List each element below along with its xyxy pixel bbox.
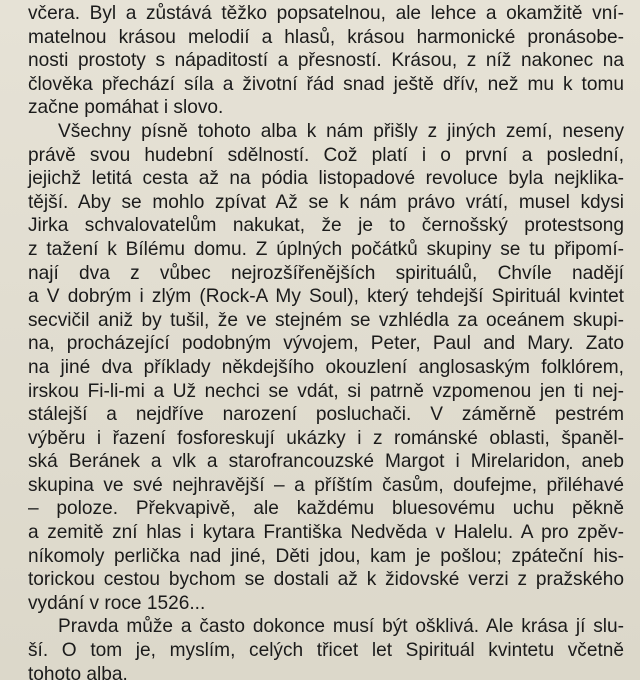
text-line: Jirka schvalovatelům nakukat, že je to černošský protestsong [28,215,624,237]
text-line: ská Beránek a vlk a starofrancouzské Margot i Mirelaridon, aneb [28,451,624,473]
text-line: – poloze. Překvapivě, ale každému bluesovému uchu pěkně [28,498,624,520]
text-line: začne pomáhat i slovo. [28,97,224,119]
text-line: jejichž letitá cesta až na pódia listopadové revoluce byla nejklika- [28,168,624,190]
text-line: torickou cestou bychom se dostali až k židovské verzi z pražského [28,569,624,591]
text-line: níkomoly perlička nad jiné, Děti jdou, kam je pošlou; zpáteční his- [28,545,624,567]
text-line: člověka přechází síla a životní řád snad ještě dřív, než mu k tomu [28,73,624,95]
text-line: na, procházející podobným vývojem, Peter, Paul and Mary. Zato [28,333,624,355]
text-line: a V dobrým i zlým (Rock-A My Soul), který tehdejší Spirituál kvintet [28,286,624,308]
text-line: z tažení k Bílému domu. Z úplných počátků skupiny se tu připomí- [28,238,624,260]
text-line: na jiné dva příklady někdejšího okouzlení anglosaským folklórem, [28,356,624,378]
text-line: včera. Byl a zůstává těžko popsatelnou, ale lehce a okamžitě vní- [28,3,624,24]
text-line: nosti prostoty s nápaditostí a přesností. Krásou, z níž nakonec na [28,50,624,72]
text-line: irskou Fi-li-mi a Už nechci se vdát, si patrně vzpomenou jen ti nej- [28,380,624,402]
text-line: a zemitě zní hlas i kytara Františka Nedvěda v Halelu. A pro zpěv- [28,522,624,544]
text-line: výběru i řazení fosforeskují ukázky i z románské oblasti, španěl- [28,427,624,449]
text-line: Všechny písně tohoto alba k nám přišly z jiných zemí, neseny [58,120,624,142]
text-line: nají dva z vůbec nejrozšířenějších spirituálů, Chvíle nadějí [28,262,624,284]
text-line: matelnou krásou melodií a hlasů, krásou harmonické pronásobe- [28,26,624,48]
body-text [28,2,624,680]
text-line: stálejší a nejdříve narození posluchači. V záměrně pestrém [28,404,624,426]
text-line: tější. Aby se mohlo zpívat Až se k nám právo vrátí, musel kdysi [28,191,624,213]
text-line: secvičil aniž by tušil, že ve stejném se vzhlédla za oceánem skupi- [28,309,624,331]
text-line: právě svou hudební sdělností. Což platí i o první a poslední, [28,144,624,166]
text-line: tohoto alba. [28,663,128,680]
text-line: vydání v roce 1526... [28,592,206,614]
text-line: skupina ve své nejhravější – a příštím časům, doufejme, přiléhavé [28,474,624,496]
text-line: ší. O tom je, myslím, celých třicet let Spirituál kvintetu včetně [28,640,624,662]
text-line: Pravda může a často dokonce musí být ošklivá. Ale krása jí slu- [58,616,624,638]
